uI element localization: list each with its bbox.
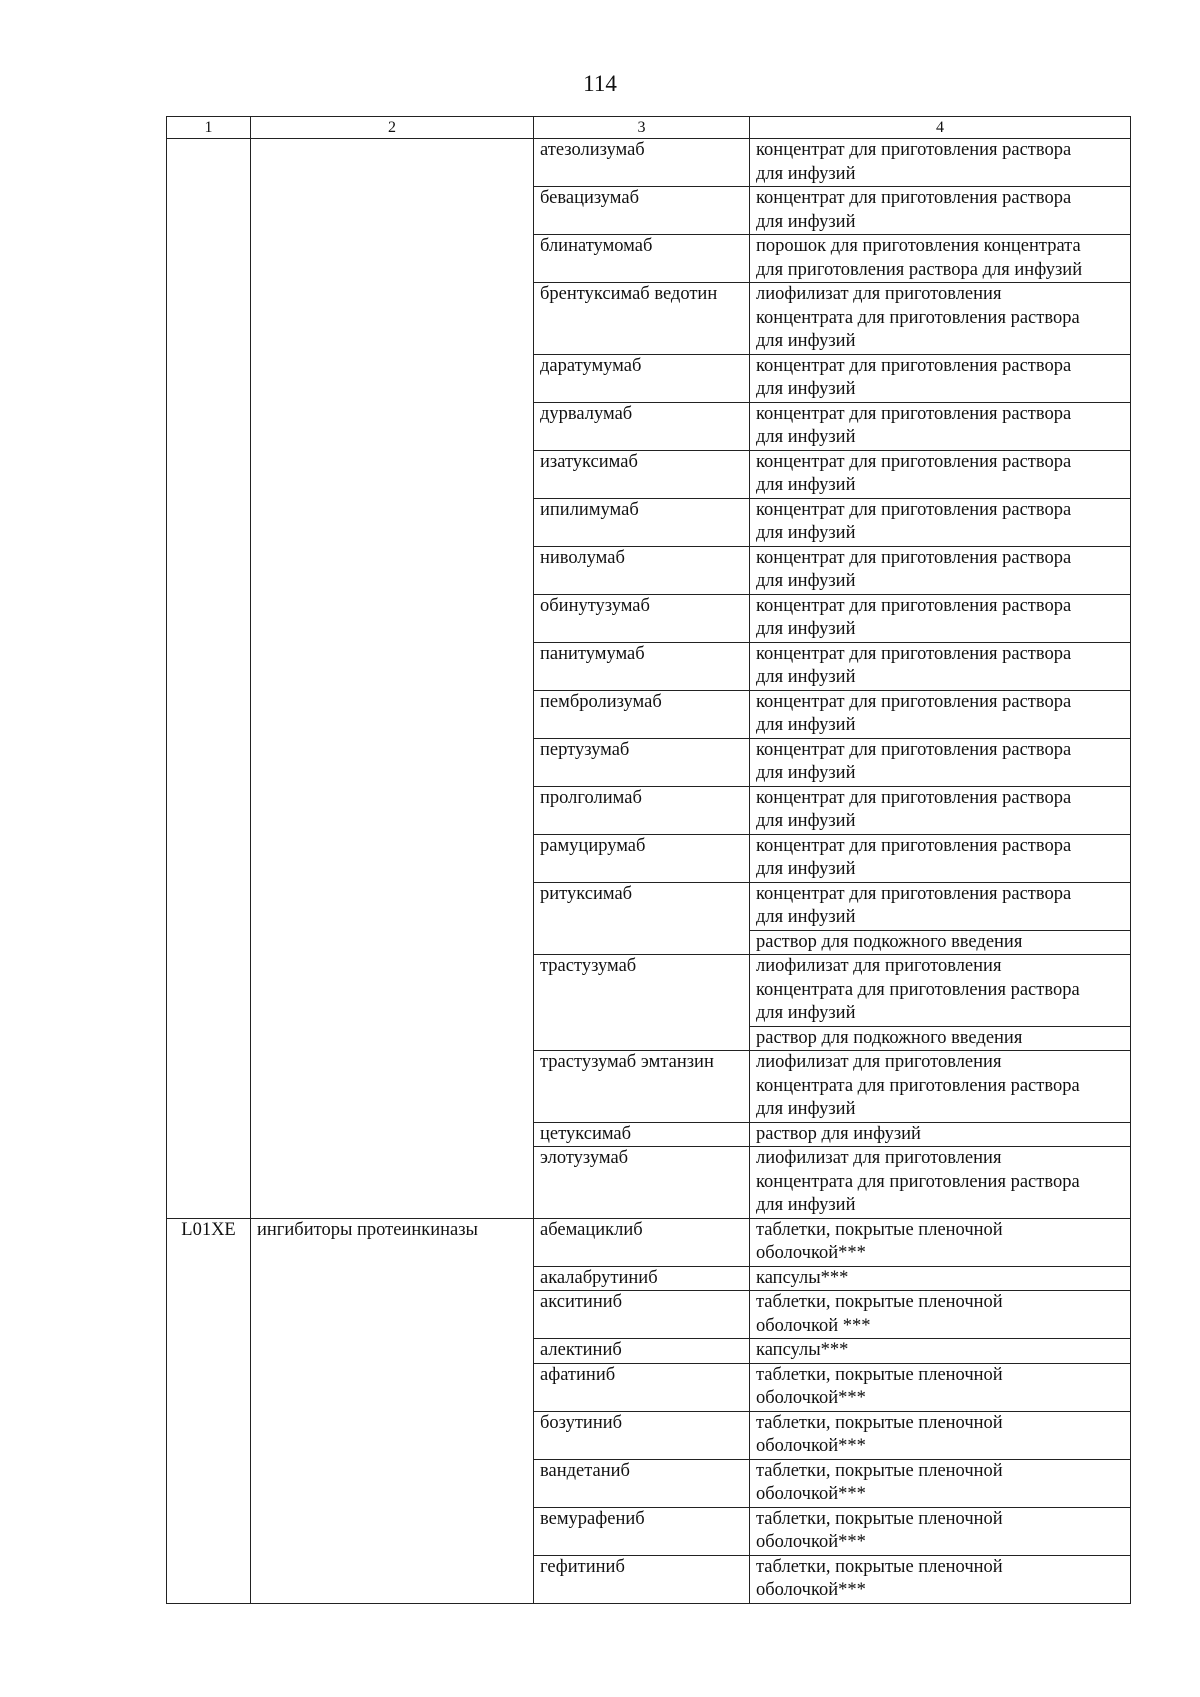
table-header-row	[167, 117, 1131, 139]
drug-name-cell: рамуцирумаб	[534, 834, 750, 882]
table-body	[167, 139, 1131, 1604]
atc-code-cell	[167, 139, 251, 1219]
dosage-form-cell: таблетки, покрытые пленочной оболочкой ***	[750, 1291, 1131, 1339]
drug-name-cell: пролголимаб	[534, 786, 750, 834]
drug-name-cell: даратумумаб	[534, 354, 750, 402]
drug-name-cell: алектиниб	[534, 1339, 750, 1364]
dosage-form-cell: капсулы***	[750, 1339, 1131, 1364]
group-name-cell	[251, 139, 534, 1219]
drug-name-cell: элотузумаб	[534, 1147, 750, 1219]
drug-name-cell: трастузумаб эмтанзин	[534, 1051, 750, 1123]
dosage-form-cell: лиофилизат для приготовления концентрата для приготовления раствора для инфузий	[750, 283, 1131, 355]
drug-name-cell: абемациклиб	[534, 1218, 750, 1266]
drug-name-cell: брентуксимаб ведотин	[534, 283, 750, 355]
drug-name-cell: ипилимумаб	[534, 498, 750, 546]
dosage-form-cell: концентрат для приготовления раствора для инфузий	[750, 139, 1131, 187]
drug-name-cell: обинутузумаб	[534, 594, 750, 642]
drug-name-cell: гефитиниб	[534, 1555, 750, 1603]
dosage-form-cell: раствор для подкожного введения	[750, 930, 1131, 955]
drug-name-cell: бозутиниб	[534, 1411, 750, 1459]
drug-name-cell: акалабрутиниб	[534, 1266, 750, 1291]
drug-name-cell: цетуксимаб	[534, 1122, 750, 1147]
table-row	[167, 139, 1131, 187]
drug-name-cell: атезолизумаб	[534, 139, 750, 187]
drug-name-cell: афатиниб	[534, 1363, 750, 1411]
dosage-form-cell: концентрат для приготовления раствора для инфузий	[750, 786, 1131, 834]
dosage-form-cell: лиофилизат для приготовления концентрата для приготовления раствора для инфузий	[750, 1147, 1131, 1219]
drug-name-cell: дурвалумаб	[534, 402, 750, 450]
dosage-form-cell: таблетки, покрытые пленочной оболочкой***	[750, 1555, 1131, 1603]
dosage-form-cell: концентрат для приготовления раствора для инфузий	[750, 882, 1131, 930]
drug-table	[166, 116, 1131, 1604]
column-header-4: 4	[750, 117, 1131, 139]
dosage-form-cell: концентрат для приготовления раствора для инфузий	[750, 187, 1131, 235]
group-name-cell: ингибиторы протеинкиназы	[251, 1218, 534, 1603]
dosage-form-cell: таблетки, покрытые пленочной оболочкой***	[750, 1507, 1131, 1555]
atc-code-cell: L01XE	[167, 1218, 251, 1603]
drug-name-cell: трастузумаб	[534, 955, 750, 1051]
dosage-form-cell: порошок для приготовления концентрата для приготовления раствора для инфузий	[750, 235, 1131, 283]
column-header-1: 1	[167, 117, 251, 139]
dosage-form-cell: концентрат для приготовления раствора для инфузий	[750, 834, 1131, 882]
dosage-form-cell: концентрат для приготовления раствора для инфузий	[750, 690, 1131, 738]
drug-name-cell: бевацизумаб	[534, 187, 750, 235]
dosage-form-cell: концентрат для приготовления раствора для инфузий	[750, 450, 1131, 498]
dosage-form-cell: капсулы***	[750, 1266, 1131, 1291]
drug-name-cell: изатуксимаб	[534, 450, 750, 498]
drug-name-cell: блинатумомаб	[534, 235, 750, 283]
dosage-form-cell: лиофилизат для приготовления концентрата для приготовления раствора для инфузий	[750, 955, 1131, 1027]
column-header-2: 2	[251, 117, 534, 139]
dosage-form-cell: концентрат для приготовления раствора для инфузий	[750, 354, 1131, 402]
dosage-form-cell: лиофилизат для приготовления концентрата для приготовления раствора для инфузий	[750, 1051, 1131, 1123]
dosage-form-cell: раствор для инфузий	[750, 1122, 1131, 1147]
drug-name-cell: пембролизумаб	[534, 690, 750, 738]
dosage-form-cell: концентрат для приготовления раствора для инфузий	[750, 642, 1131, 690]
dosage-form-cell: концентрат для приготовления раствора для инфузий	[750, 402, 1131, 450]
drug-name-cell: вандетаниб	[534, 1459, 750, 1507]
drug-name-cell: ниволумаб	[534, 546, 750, 594]
dosage-form-cell: концентрат для приготовления раствора для инфузий	[750, 498, 1131, 546]
dosage-form-cell: концентрат для приготовления раствора для инфузий	[750, 546, 1131, 594]
page-number: 114	[583, 71, 617, 96]
dosage-form-cell: таблетки, покрытые пленочной оболочкой***	[750, 1363, 1131, 1411]
dosage-form-cell: концентрат для приготовления раствора для инфузий	[750, 594, 1131, 642]
drug-name-cell: ритуксимаб	[534, 882, 750, 955]
dosage-form-cell: концентрат для приготовления раствора для инфузий	[750, 738, 1131, 786]
table-row	[167, 1218, 1131, 1266]
dosage-form-cell: таблетки, покрытые пленочной оболочкой***	[750, 1218, 1131, 1266]
column-header-3: 3	[534, 117, 750, 139]
dosage-form-cell: таблетки, покрытые пленочной оболочкой***	[750, 1411, 1131, 1459]
drug-name-cell: панитумумаб	[534, 642, 750, 690]
dosage-form-cell: таблетки, покрытые пленочной оболочкой***	[750, 1459, 1131, 1507]
drug-name-cell: пертузумаб	[534, 738, 750, 786]
drug-name-cell: акситиниб	[534, 1291, 750, 1339]
drug-name-cell: вемурафениб	[534, 1507, 750, 1555]
dosage-form-cell: раствор для подкожного введения	[750, 1026, 1131, 1051]
